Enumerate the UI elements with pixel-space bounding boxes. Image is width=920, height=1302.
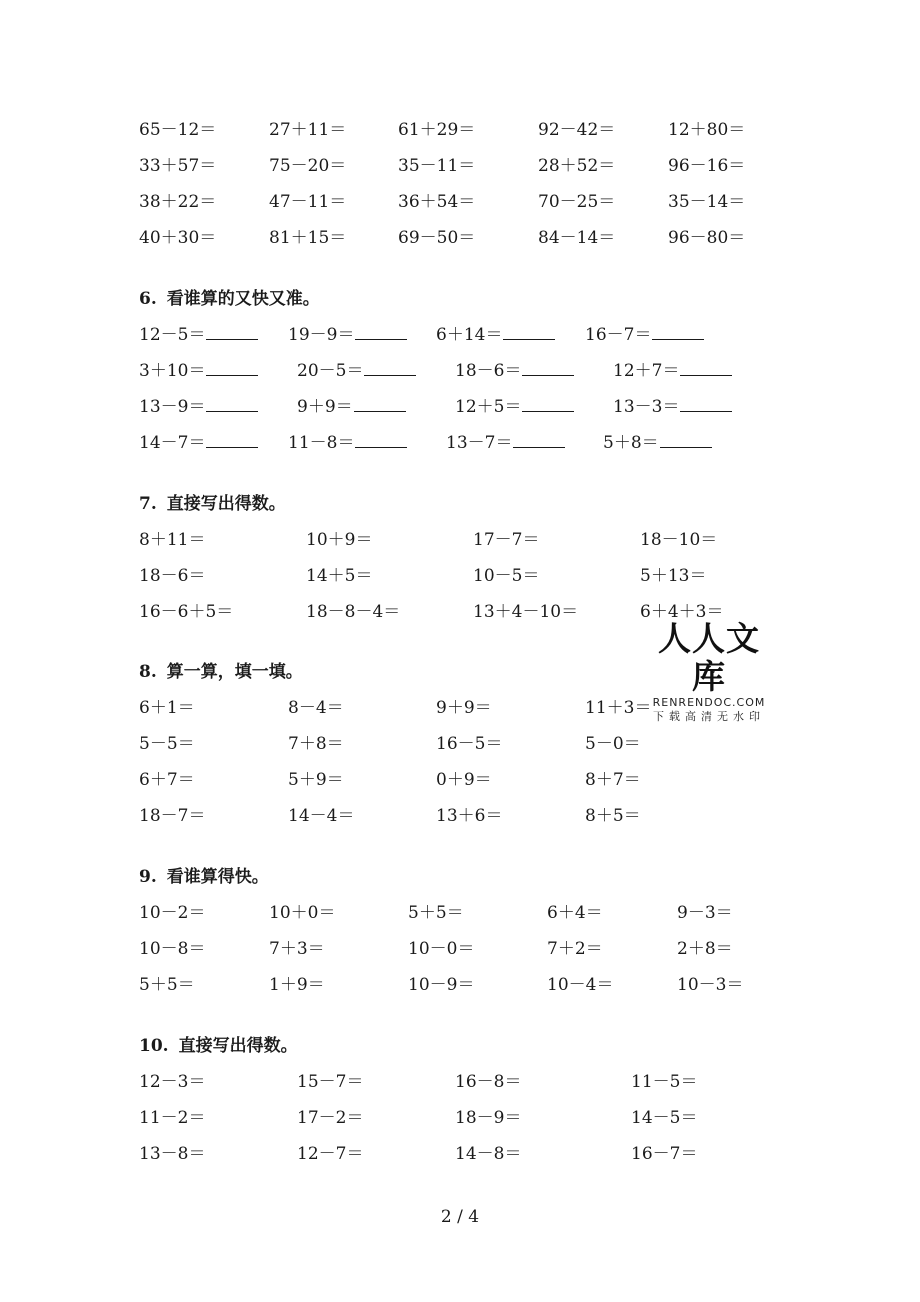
problem: 13－9＝ — [139, 393, 258, 421]
problem: 20－5＝ — [297, 357, 416, 385]
problem: 18－10＝ — [640, 530, 718, 550]
problem-row — [0, 429, 920, 457]
problem-row — [0, 899, 920, 927]
watermark-title: 人人文库 — [658, 619, 760, 696]
answer-blank[interactable] — [660, 433, 712, 448]
problem: 13＋4－10＝ — [473, 602, 579, 622]
problem: 14－7＝ — [139, 429, 258, 457]
problem: 11－8＝ — [288, 429, 407, 457]
problem: 6＋4＋3＝ — [640, 602, 724, 622]
problem: 16－5＝ — [436, 734, 503, 754]
page-number: 2 / 4 — [440, 1207, 480, 1227]
problem: 9＋9＝ — [436, 698, 492, 718]
answer-blank[interactable] — [503, 325, 555, 340]
answer-blank[interactable] — [206, 397, 258, 412]
problem: 84－14＝ — [538, 228, 616, 248]
problem: 2＋8＝ — [677, 939, 733, 959]
problem: 18－6＝ — [139, 566, 206, 586]
watermark-subtitle: 下载高清无水印 — [653, 710, 765, 723]
problem-row — [0, 526, 920, 554]
answer-blank[interactable] — [652, 325, 704, 340]
problem: 40＋30＝ — [139, 228, 217, 248]
problem: 13＋6＝ — [436, 806, 503, 826]
answer-blank[interactable] — [355, 433, 407, 448]
problem: 16－7＝ — [585, 321, 704, 349]
problem-row — [0, 802, 920, 830]
problem: 5＋9＝ — [288, 770, 344, 790]
problem-row — [0, 321, 920, 349]
problem: 38＋22＝ — [139, 192, 217, 212]
section-number: 7. — [139, 494, 157, 514]
problem: 6＋14＝ — [436, 321, 555, 349]
section-title: 直接写出得数。 — [178, 1036, 298, 1056]
problem-row — [0, 730, 920, 758]
answer-blank[interactable] — [522, 361, 574, 376]
section-title: 算一算，填一填。 — [166, 662, 303, 682]
problem: 10－8＝ — [139, 939, 206, 959]
problem: 5－5＝ — [139, 734, 195, 754]
answer-blank[interactable] — [355, 325, 407, 340]
problem: 17－2＝ — [297, 1108, 364, 1128]
problem: 16－6＋5＝ — [139, 602, 234, 622]
problem: 8＋11＝ — [139, 530, 206, 550]
problem-row — [0, 562, 920, 590]
problem: 11＋3＝ — [585, 698, 652, 718]
problem: 5－0＝ — [585, 734, 641, 754]
section-title: 直接写出得数。 — [166, 494, 286, 514]
problem: 10－3＝ — [677, 975, 744, 995]
problem: 61＋29＝ — [398, 120, 476, 140]
problem-row — [0, 694, 920, 722]
problem: 18－7＝ — [139, 806, 206, 826]
problem: 10－5＝ — [473, 566, 540, 586]
problem: 9－3＝ — [677, 903, 733, 923]
problem: 35－14＝ — [668, 192, 746, 212]
problem: 13－3＝ — [613, 393, 732, 421]
answer-blank[interactable] — [354, 397, 406, 412]
problem: 14－8＝ — [455, 1144, 522, 1164]
problem: 96－16＝ — [668, 156, 746, 176]
problem: 47－11＝ — [269, 192, 347, 212]
answer-blank[interactable] — [680, 397, 732, 412]
section-title: 看谁算得快。 — [166, 867, 269, 887]
problem: 0＋9＝ — [436, 770, 492, 790]
problem: 8＋7＝ — [585, 770, 641, 790]
problem-row — [0, 357, 920, 385]
answer-blank[interactable] — [513, 433, 565, 448]
problem: 69－50＝ — [398, 228, 476, 248]
problem: 5＋8＝ — [603, 429, 712, 457]
problem-row — [0, 116, 920, 144]
problem: 65－12＝ — [139, 120, 217, 140]
problem-row — [0, 1104, 920, 1132]
answer-blank[interactable] — [206, 433, 258, 448]
watermark-url: RENRENDOC.COM — [652, 696, 766, 709]
section-title: 看谁算的又快又准。 — [166, 289, 320, 309]
problem: 14＋5＝ — [306, 566, 373, 586]
problem: 18－8－4＝ — [306, 602, 401, 622]
answer-blank[interactable] — [522, 397, 574, 412]
problem: 10－2＝ — [139, 903, 206, 923]
section-number: 10. — [139, 1036, 169, 1056]
answer-blank[interactable] — [364, 361, 416, 376]
problem-row — [0, 766, 920, 794]
problem: 12－5＝ — [139, 321, 258, 349]
problem: 10－0＝ — [408, 939, 475, 959]
problem: 33＋57＝ — [139, 156, 217, 176]
section-7-heading — [139, 490, 286, 518]
problem: 18－6＝ — [455, 357, 574, 385]
problem: 6＋1＝ — [139, 698, 195, 718]
problem: 12－3＝ — [139, 1072, 206, 1092]
problem-row — [0, 152, 920, 180]
problem: 5＋13＝ — [640, 566, 707, 586]
problem: 8＋5＝ — [585, 806, 641, 826]
problem-row — [0, 598, 920, 626]
problem-row — [0, 1140, 920, 1168]
problem: 96－80＝ — [668, 228, 746, 248]
problem: 10－4＝ — [547, 975, 614, 995]
problem: 7＋8＝ — [288, 734, 344, 754]
problem-row — [0, 224, 920, 252]
problem: 6＋4＝ — [547, 903, 603, 923]
problem: 6＋7＝ — [139, 770, 195, 790]
problem: 12＋80＝ — [668, 120, 746, 140]
problem-row — [0, 393, 920, 421]
answer-blank[interactable] — [206, 325, 258, 340]
problem-row — [0, 971, 920, 999]
problem: 12＋5＝ — [455, 393, 574, 421]
problem: 81＋15＝ — [269, 228, 347, 248]
section-10-heading — [139, 1032, 298, 1060]
problem: 7＋2＝ — [547, 939, 603, 959]
problem: 10＋9＝ — [306, 530, 373, 550]
problem: 28＋52＝ — [538, 156, 616, 176]
problem: 7＋3＝ — [269, 939, 325, 959]
problem: 11－2＝ — [139, 1108, 206, 1128]
problem: 14－5＝ — [631, 1108, 698, 1128]
problem: 1＋9＝ — [269, 975, 325, 995]
problem: 13－8＝ — [139, 1144, 206, 1164]
problem: 17－7＝ — [473, 530, 540, 550]
problem: 36＋54＝ — [398, 192, 476, 212]
problem-row — [0, 188, 920, 216]
problem: 10＋0＝ — [269, 903, 336, 923]
section-8-heading — [139, 658, 303, 686]
section-number: 6. — [139, 289, 157, 309]
problem: 12－7＝ — [297, 1144, 364, 1164]
problem: 3＋10＝ — [139, 357, 258, 385]
problem: 5＋5＝ — [408, 903, 464, 923]
answer-blank[interactable] — [206, 361, 258, 376]
problem: 35－11＝ — [398, 156, 476, 176]
problem-row — [0, 935, 920, 963]
section-9-heading — [139, 863, 269, 891]
problem: 10－9＝ — [408, 975, 475, 995]
problem: 13－7＝ — [446, 429, 565, 457]
problem: 5＋5＝ — [139, 975, 195, 995]
section-number: 8. — [139, 662, 157, 682]
problem: 15－7＝ — [297, 1072, 364, 1092]
problem: 19－9＝ — [288, 321, 407, 349]
problem: 12＋7＝ — [613, 357, 732, 385]
problem: 75－20＝ — [269, 156, 347, 176]
answer-blank[interactable] — [680, 361, 732, 376]
section-6-heading — [139, 285, 320, 313]
problem-row — [0, 1068, 920, 1096]
problem: 11－5＝ — [631, 1072, 698, 1092]
problem: 18－9＝ — [455, 1108, 522, 1128]
problem: 70－25＝ — [538, 192, 616, 212]
problem: 9＋9＝ — [297, 393, 406, 421]
problem: 14－4＝ — [288, 806, 355, 826]
section-number: 9. — [139, 867, 157, 887]
problem: 92－42＝ — [538, 120, 616, 140]
problem: 8－4＝ — [288, 698, 344, 718]
problem: 16－7＝ — [631, 1144, 698, 1164]
problem: 27＋11＝ — [269, 120, 347, 140]
problem: 16－8＝ — [455, 1072, 522, 1092]
